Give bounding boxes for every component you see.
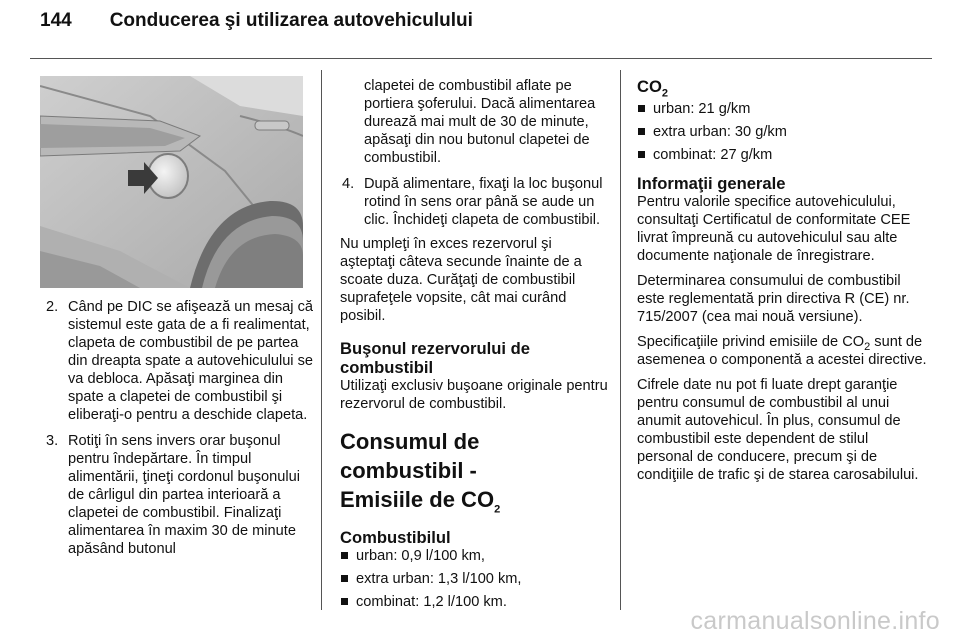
paragraph [637, 333, 927, 369]
step-item [44, 298, 314, 424]
section-heading-cap: Buşonul rezervorului de combustibil [340, 339, 530, 377]
step-text: Rotiţi în sens invers orar buşonul pentru îndepărtare. În timpul alimentării, ţineţi cordonul buşonului de cârligul din partea interioară a clapetei de combustibil. Finalizaţi alimentarea în maxim 30 de minute apăsând butonul [68, 433, 301, 557]
list-item: urban: 21 g/km [637, 100, 927, 118]
paragraph: Cifrele date nu pot fi luate drept garanţie pentru consumul de combustibil al unui anumit autovehicul. În plus, consumul de combustibil este dependent de stilul personal de conducere, precum şi de condiţiile de trafic şi de starea carosabilului. [637, 377, 919, 483]
overfill-warning: Nu umpleţi în exces rezervorul şi aşteptaţi câteva secunde înainte de a scoate duza. Curăţaţi de combustibil suprafeţele vopsite, cât mai curând posibil. [340, 236, 582, 324]
step-item [340, 175, 608, 229]
main-heading [340, 427, 608, 514]
co2-heading-text: CO [637, 77, 662, 96]
page-header [40, 10, 473, 32]
text: sunt de asemenea o componentă a acestei directive. [637, 334, 927, 368]
list-item: urban: 0,9 l/100 km, [340, 547, 608, 565]
subscript: 2 [494, 503, 501, 516]
fuel-list [340, 547, 608, 611]
column-divider-right [620, 70, 621, 610]
co2-list [637, 100, 927, 164]
header-rule [30, 58, 932, 59]
step-item [44, 432, 314, 558]
step-number: 2. [46, 299, 59, 315]
list-item: combinat: 27 g/km [637, 146, 927, 164]
column-right [637, 77, 927, 491]
fuel-subheading: Combustibilul [340, 528, 451, 547]
chapter-title: Conducerea şi utilizarea autovehiculului [109, 10, 473, 31]
paragraph: Determinarea consumului de combustibil este reglementată prin directiva R (CE) nr. 715/2007 (cea mai nouă versiune). [637, 273, 910, 325]
step-number: 3. [46, 433, 59, 449]
step-text: Când pe DIC se afişează un mesaj că sistemul este gata de a fi realimentat, clapeta de combustibil de pe partea din dreapta spate a autovehiculului se va debloca. Apăsaţi marginea din spate a clapetei de combustibil şi eliberaţi-o pentru a deschide clapeta. [68, 299, 314, 423]
step-number: 4. [342, 176, 355, 192]
info-heading: Informaţii generale [637, 174, 786, 193]
column-middle [340, 77, 608, 616]
steps-list-2 [340, 175, 608, 229]
list-item: extra urban: 30 g/km [637, 123, 927, 141]
column-left [44, 298, 314, 558]
cap-text: Utilizaţi exclusiv buşoane originale pentru rezervorul de combustibil. [340, 378, 608, 412]
main-heading-line2: Emisiile de CO [340, 487, 495, 512]
subscript: 2 [864, 340, 871, 353]
list-item: combinat: 1,2 l/100 km. [340, 593, 608, 611]
steps-list-1 [44, 298, 314, 558]
paragraph: Pentru valorile specifice autovehiculului, consultaţi Certificatul de conformitate CEE livrat împreună cu autovehiculul sau alte documente naţionale de înregistrare. [637, 194, 911, 264]
watermark: carmanualsonline.info [690, 607, 940, 635]
text: Specificaţiile privind emisiile de CO [637, 334, 865, 350]
list-item: extra urban: 1,3 l/100 km, [340, 570, 608, 588]
column-divider-left [321, 70, 322, 610]
step-continuation: clapetei de combustibil aflate pe portiera şoferului. Dacă alimentarea durează mai mult de 30 de minute, apăsaţi din nou butonul clapetei de combustibil. [364, 78, 596, 166]
page-number: 144 [40, 10, 72, 31]
subscript: 2 [661, 87, 669, 100]
main-heading-line1: Consumul de combustibil - [340, 429, 480, 483]
co2-heading [637, 77, 927, 100]
fuel-door-illustration [40, 76, 303, 288]
step-text: După alimentare, fixaţi la loc buşonul rotind în sens orar până se aude un clic. Închideţi clapeta de combustibil. [364, 176, 603, 228]
